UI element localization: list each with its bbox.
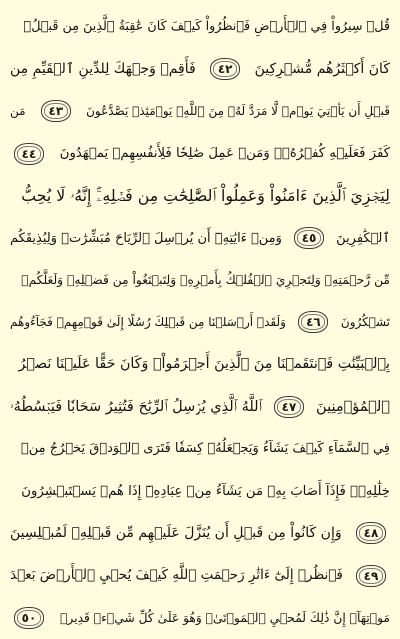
- verse-text: مَوۡتِهَآۚ إِنَّ ذَٰلِكَ لَمُحۡيِ ٱلۡمَوۡتَىٰۖ وَهُوَ عَلَىٰ كُلِّ شَيۡءٖ قَدِيرٞ: [60, 610, 390, 625]
- ayah-number-marker: ٤٧: [274, 396, 304, 418]
- verse-text: كَانَ أَكۡثَرُهُم مُّشۡرِكِينَ: [254, 61, 390, 78]
- verse-line: [10, 175, 390, 217]
- verse-text: ٱلۡكَٰفِرِينَ: [336, 230, 390, 246]
- verse-text: تَشۡكُرُونَ: [340, 315, 390, 330]
- verse-text: ٱلۡمُؤۡمِنِينَ: [316, 398, 390, 415]
- verse-text: مَن: [10, 104, 26, 119]
- verse-line: [10, 386, 390, 428]
- verse-text: فِي ٱلسَّمَآءِ كَيۡفَ يَشَآءُ وَيَجۡعَلُهُۥ كِسَفٗا فَتَرَى ٱلۡوَدۡقَ يَخۡرُجُ مِنۡ: [20, 441, 390, 457]
- verse-line: [10, 48, 390, 90]
- verse-text: قَبۡلِ أَن يَأۡتِيَ يَوۡمٞ لَّا مَرَدَّ لَهُۥ مِنَ ٱللَّهِۖ يَوۡمَئِذٖ يَصَّدَّعُونَ: [86, 104, 390, 119]
- ayah-number-marker: ٥٠: [14, 607, 44, 629]
- verse-line: [10, 554, 390, 596]
- ayah-number-marker: ٤٨: [356, 522, 386, 544]
- verse-line: [10, 6, 390, 48]
- ayah-number-marker: ٤٣: [41, 100, 71, 122]
- verse-text: فَأَقِمۡ وَجۡهَكَ لِلدِّينِ ٱلۡقَيِّمِ مِن: [10, 61, 196, 78]
- verse-line: [10, 90, 390, 132]
- verse-line: [10, 259, 390, 301]
- verse-line: [10, 597, 390, 639]
- verse-line: [10, 217, 390, 259]
- verse-line: [10, 428, 390, 470]
- verse-text: كَفَرَ فَعَلَيۡهِ كُفۡرُهُۥۖ وَمَنۡ عَمِلَ صَٰلِحٗا فَلِأَنفُسِهِمۡ يَمۡهَدُونَ: [59, 146, 390, 162]
- verse-line: [10, 301, 390, 343]
- verse-text: لِيَجۡزِيَ ٱلَّذِينَ ءَامَنُواْ وَعَمِلُواْ ٱلصَّٰلِحَٰتِ مِن فَضۡلِهِۦٓۚ إِنَّهُۥ لَا يُحِبُّ: [21, 185, 390, 205]
- verse-text: بِٱلۡبَيِّنَٰتِ فَٱنتَقَمۡنَا مِنَ ٱلَّذِينَ أَجۡرَمُواْۖ وَكَانَ حَقًّا عَلَيۡنَا نَصۡرُ: [18, 356, 390, 373]
- verse-text: ٱللَّهُ ٱلَّذِي يُرۡسِلُ ٱلرِّيَٰحَ فَتُثِيرُ سَحَابٗا فَيَبۡسُطُهُۥ: [10, 398, 262, 415]
- verse-text: وَإِن كَانُواْ مِن قَبۡلِ أَن يُنَزَّلَ عَلَيۡهِم مِّن قَبۡلِهِۦ لَمُبۡلِسِينَ: [10, 525, 342, 542]
- verse-line: [10, 344, 390, 386]
- verse-text: فَٱنظُرۡ إِلَىٰٓ ءَاثَٰرِ رَحۡمَتِ ٱللَّهِ كَيۡفَ يُحۡيِ ٱلۡأَرۡضَ بَعۡدَ: [10, 566, 343, 583]
- verse-text: قُلۡ سِيرُواْ فِي ٱلۡأَرۡضِ فَٱنظُرُواْ كَيۡفَ كَانَ عَٰقِبَةُ ٱلَّذِينَ مِن قَبۡلُۚ: [23, 18, 390, 34]
- verse-line: [10, 512, 390, 554]
- ayah-number-marker: ٤٥: [294, 227, 324, 249]
- verse-text: وَلَقَدۡ أَرۡسَلۡنَا مِن قَبۡلِكَ رُسُلًا إِلَىٰ قَوۡمِهِمۡ فَجَآءُوهُم: [10, 315, 286, 330]
- verse-text: مِّن رَّحۡمَتِهِۦ وَلِتَجۡرِيَ ٱلۡفُلۡكُ بِأَمۡرِهِۦ وَلِتَبۡتَغُواْ مِن فَضۡلِهِۦ وَلَعَلَّكُمۡ: [21, 273, 390, 288]
- ayah-number-marker: ٤٢: [210, 58, 240, 80]
- ayah-number-marker: ٤٤: [14, 143, 44, 165]
- verse-line: [10, 133, 390, 175]
- verse-line: [10, 470, 390, 512]
- ayah-number-marker: ٤٦: [298, 311, 328, 333]
- verse-text: وَمِنۡ ءَايَٰتِهِۦٓ أَن يُرۡسِلَ ٱلرِّيَاحَ مُبَشِّرَٰتٖ وَلِيُذِيقَكُم: [10, 230, 282, 246]
- verse-text: خِلَٰلِهِۦۖ فَإِذَآ أَصَابَ بِهِۦ مَن يَشَآءُ مِنۡ عِبَادِهِۦٓ إِذَا هُمۡ يَسۡتَبۡشِرُونَ: [21, 483, 390, 499]
- ayah-number-marker: ٤٩: [356, 565, 386, 587]
